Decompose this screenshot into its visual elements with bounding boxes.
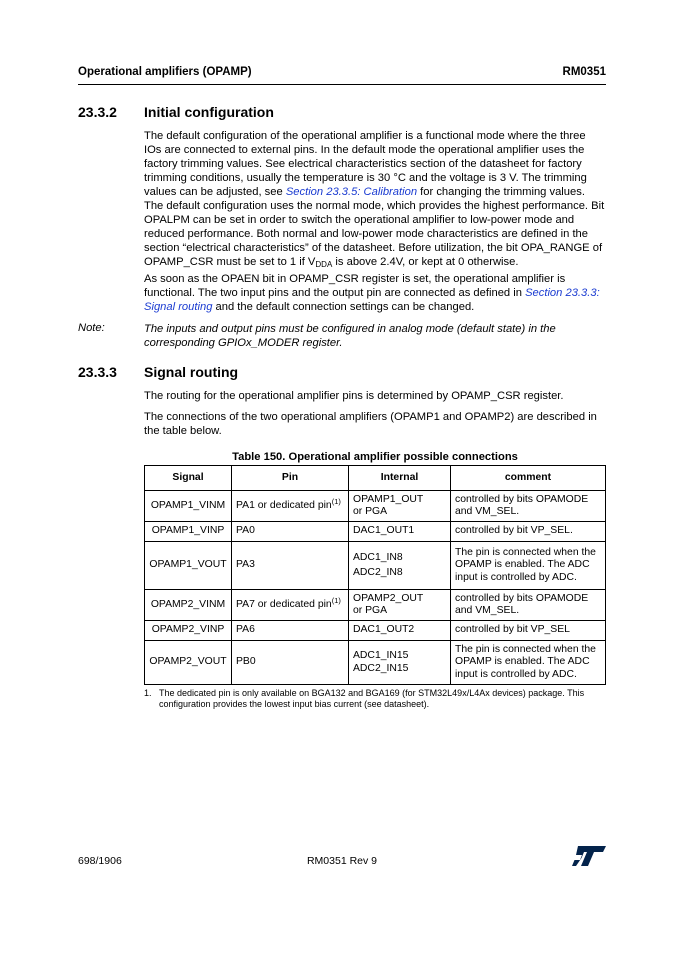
- signal-cell: OPAMP1_VINP: [145, 522, 232, 542]
- note-label: Note:: [78, 322, 105, 334]
- comment-cell: The pin is connected when the OPAMP is enabled. The ADC input is controlled by ADC.: [451, 542, 606, 590]
- column-header: Signal: [145, 466, 232, 491]
- comment-cell: controlled by bits OPAMODE and VM_SEL.: [451, 590, 606, 621]
- internal-cell: ADC1_IN15 ADC2_IN15: [349, 641, 451, 685]
- table-footnote: [144, 688, 606, 709]
- st-logo-icon: [572, 846, 606, 871]
- section-title: Signal routing: [144, 364, 239, 380]
- internal-cell: ADC1_IN8 ADC2_IN8: [349, 542, 451, 590]
- internal-cell: DAC1_OUT2: [349, 621, 451, 641]
- internal-cell: DAC1_OUT1: [349, 522, 451, 542]
- pin-cell: PA3: [232, 542, 349, 590]
- table-row: [145, 542, 606, 590]
- comment-cell: controlled by bit VP_SEL.: [451, 522, 606, 542]
- signal-cell: OPAMP2_VINM: [145, 590, 232, 621]
- section-number: 23.3.3: [78, 364, 117, 380]
- header-rule: [78, 84, 606, 85]
- table-row: [145, 522, 606, 542]
- comment-cell: controlled by bits OPAMODE and VM_SEL.: [451, 491, 606, 522]
- paragraph: The default configuration of the operational amplifier is a functional mode where the three IOs are connected to external pins. In the default mode the operational amplifier uses the factory trimming values. See electrical characteristics section of the datasheet for factory trimming conditions, usually the temperature is 30 °C and the voltage is 3 V. The trimming values can be adjusted, see Section 23.3.5: Calibration for changing the trimming values. The default configuration uses the normal mode, which provides the highest performance. Bit OPALPM can be set in order to switch the operational amplifier to low-power mode and reduced performance. Both normal and low-power mode characteristics are defined in the section “electrical characteristics” of the datasheet. Before utilization, the bit OPA_RANGE of OPAMP_CSR must be set to 1 if $V_{DDA}$ is above 2.4V, or kept at 0 otherwise.: [144, 130, 605, 269]
- column-header: comment: [451, 466, 606, 491]
- section-body: [144, 129, 606, 269]
- section-body: [144, 272, 606, 314]
- footnote-text: The dedicated pin is only available on BGA132 and BGA169 (for STM32L49x/L4Ax devices) package. This configuration provides the lowest input bias current (see datasheet).: [159, 688, 585, 709]
- internal-cell: OPAMP1_OUT or PGA: [349, 491, 451, 522]
- paragraph: The connections of the two operational amplifiers (OPAMP1 and OPAMP2) are described in the table below.: [144, 411, 597, 437]
- doc-revision: RM0351 Rev 9: [306, 855, 378, 867]
- comment-cell: controlled by bit VP_SEL: [451, 621, 606, 641]
- signal-cell: OPAMP2_VINP: [145, 621, 232, 641]
- table-row: [145, 590, 606, 621]
- internal-cell: OPAMP2_OUT or PGA: [349, 590, 451, 621]
- running-header-title: Operational amplifiers (OPAMP): [78, 66, 252, 78]
- pin-cell: PA6: [232, 621, 349, 641]
- calibration-link[interactable]: Section 23.3.5: Calibration: [285, 186, 418, 198]
- table-row: [145, 621, 606, 641]
- column-header: Internal: [349, 466, 451, 491]
- section-number: 23.3.2: [78, 104, 117, 120]
- table-row: [145, 641, 606, 685]
- page-number: 698/1906: [78, 855, 122, 867]
- running-header-docref: RM0351: [562, 66, 606, 78]
- pin-cell: PB0: [232, 641, 349, 685]
- paragraph: The routing for the operational amplifier pins is determined by OPAMP_CSR register.: [144, 390, 564, 402]
- pin-cell: PA1 or dedicated pin$^{(1)}$: [232, 491, 349, 522]
- note-text: The inputs and output pins must be configured in analog mode (default state) in the corresponding GPIOx_MODER register.: [144, 323, 556, 349]
- table-caption: Table 150. Operational amplifier possible connections: [232, 451, 518, 463]
- footnote-ref: (1): [331, 595, 341, 605]
- signal-cell: OPAMP2_VOUT: [145, 641, 232, 685]
- signal-cell: OPAMP1_VINM: [145, 491, 232, 522]
- column-header: Pin: [232, 466, 349, 491]
- comment-cell: The pin is connected when the OPAMP is enabled. The ADC input is controlled by ADC.: [451, 641, 606, 685]
- signal-routing-link[interactable]: Section 23.3.3: Signal routing: [144, 287, 600, 313]
- footnote-ref: (1): [331, 496, 341, 506]
- footnote-number: 1.: [144, 688, 152, 698]
- table-header-row: [145, 466, 606, 491]
- pin-cell: PA0: [232, 522, 349, 542]
- pin-cell: PA7 or dedicated pin$^{(1)}$: [232, 590, 349, 621]
- connections-table: [144, 465, 606, 685]
- signal-cell: OPAMP1_VOUT: [145, 542, 232, 590]
- section-title: Initial configuration: [144, 104, 274, 120]
- table-row: [145, 491, 606, 522]
- paragraph: As soon as the OPAEN bit in OPAMP_CSR register is set, the operational amplifier is functional. The two input pins and the output pin are connected as defined in Section 23.3.3: Signal routing and the default connection settings can be changed.: [144, 273, 600, 313]
